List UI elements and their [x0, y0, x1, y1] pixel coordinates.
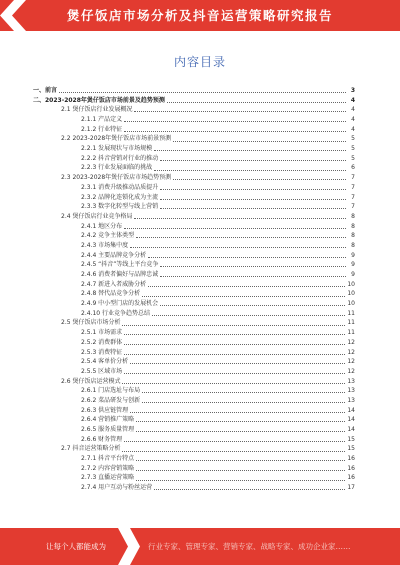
- toc-entry[interactable]: [33, 183, 355, 193]
- toc-entry[interactable]: [33, 289, 355, 299]
- toc-page-number: 13: [347, 377, 355, 385]
- toc-entry-label: 2.2.1 发展现状与市场规模: [81, 145, 153, 153]
- toc-entry-label: 2.6.2 菜品研发与创新: [81, 396, 141, 404]
- toc-entry-label: 2.4.7 新进入者威胁分析: [81, 280, 147, 288]
- toc-page-number: 5: [351, 154, 355, 162]
- toc-entry-label: 2.4 煲仔饭店行业竞争格局: [61, 212, 133, 220]
- toc-entry[interactable]: [33, 386, 355, 396]
- toc-entry[interactable]: [33, 193, 355, 203]
- toc-entry[interactable]: [33, 134, 355, 144]
- toc-page-number: 6: [351, 164, 355, 172]
- toc-dot-leader: [154, 170, 346, 171]
- toc-entry-label: 2.4.1 地区分布: [81, 222, 123, 230]
- toc-dot-leader: [152, 315, 345, 316]
- toc-dot-leader: [124, 334, 345, 335]
- toc-entry-label: 2.4.2 竞争主体类型: [81, 232, 135, 240]
- toc-entry-label: 2.6.4 营销推广策略: [81, 416, 135, 424]
- toc-page-number: 11: [347, 319, 355, 327]
- toc-dot-leader: [136, 431, 345, 432]
- toc-page-number: 16: [347, 455, 355, 463]
- toc-entry-label: 2.4.10 行业竞争趋势总结: [81, 309, 150, 317]
- toc-page-number: 10: [347, 290, 355, 298]
- toc-dot-leader: [122, 325, 345, 326]
- toc-dot-leader: [154, 150, 346, 151]
- toc-dot-leader: [160, 160, 346, 161]
- toc-page-number: 8: [351, 232, 355, 240]
- toc-dot-leader: [124, 228, 346, 229]
- toc-page-number: 3: [350, 86, 355, 94]
- toc-entry-label: 2.4.4 主要品牌竞争分析: [81, 251, 147, 259]
- report-title: 煲仔饭店市场分析及抖音运营策略研究报告: [66, 8, 333, 23]
- toc-entry-label: 2.5.5 区域市场: [81, 367, 123, 375]
- toc-dot-leader: [122, 451, 345, 452]
- toc-dot-leader: [148, 286, 345, 287]
- toc-entry-label: 2.1.1 产品定义: [81, 116, 123, 124]
- toc-page-number: 8: [351, 241, 355, 249]
- toc-entry[interactable]: [33, 251, 355, 261]
- toc-entry-label: 2.2.3 行业发展面临的挑战: [81, 164, 153, 172]
- toc-page-number: 7: [351, 193, 355, 201]
- toc-dot-leader: [124, 344, 345, 345]
- toc-page-number: 7: [351, 183, 355, 191]
- toc-entry[interactable]: [33, 86, 355, 96]
- toc-entry[interactable]: [33, 328, 355, 338]
- toc-dot-leader: [154, 489, 345, 490]
- toc-entry[interactable]: [33, 348, 355, 358]
- toc-page-number: 15: [347, 435, 355, 443]
- toc-page-number: 13: [347, 396, 355, 404]
- toc-dot-leader: [160, 199, 346, 200]
- toc-dot-leader: [136, 421, 345, 422]
- toc-dot-leader: [130, 247, 346, 248]
- toc-entry[interactable]: [33, 406, 355, 416]
- toc-dot-leader: [160, 305, 345, 306]
- toc-entry-label: 2.4.6 消费者偏好与品牌忠诚: [81, 271, 159, 279]
- toc-entry-label: 2.5.3 消费特征: [81, 348, 123, 356]
- toc-entry[interactable]: [33, 309, 355, 319]
- toc-entry-label: 2.6.1 门店选址与布局: [81, 387, 141, 395]
- toc-dot-leader: [136, 480, 345, 481]
- toc-entry-label: 2.6 煲仔饭店运营模式: [61, 377, 121, 385]
- toc-page-number: 11: [347, 309, 355, 317]
- toc-entry[interactable]: [33, 115, 355, 125]
- report-footer-banner: [0, 528, 400, 565]
- toc-entry[interactable]: [33, 396, 355, 406]
- toc-entry[interactable]: [33, 338, 355, 348]
- toc-entry[interactable]: [33, 319, 355, 329]
- toc-entry-label: 2.5.1 市场需求: [81, 329, 123, 337]
- toc-heading: 内容目录: [173, 55, 226, 69]
- toc-entry-label: 2.7.3 直播运营策略: [81, 474, 135, 482]
- toc-page-number: 13: [347, 387, 355, 395]
- toc-dot-leader: [124, 441, 345, 442]
- toc-dot-leader: [130, 412, 345, 413]
- toc-entry[interactable]: [33, 105, 355, 115]
- toc-entry-label: 2.4.3 市场集中度: [81, 241, 129, 249]
- toc-dot-leader: [130, 363, 345, 364]
- toc-entry[interactable]: [33, 202, 355, 212]
- toc-entry-label: 2.1.2 行业特征: [81, 125, 123, 133]
- toc-entry[interactable]: [33, 280, 355, 290]
- toc-entry-label: 2.3.2 品牌化连锁化成为主流: [81, 193, 159, 201]
- toc-dot-leader: [136, 237, 346, 238]
- toc-page-number: 4: [351, 116, 355, 124]
- toc-entry-label: 2.1 煲仔饭店行业发展概况: [61, 106, 133, 114]
- toc-page-number: 9: [351, 261, 355, 269]
- toc-entry[interactable]: [33, 222, 355, 232]
- toc-entry[interactable]: [33, 425, 355, 435]
- toc-page-number: 4: [351, 106, 355, 114]
- toc-dot-leader: [124, 121, 346, 122]
- toc-entry-label: 2.7.2 内容营销策略: [81, 464, 135, 472]
- toc-dot-leader: [136, 470, 345, 471]
- toc-page-number: 14: [347, 426, 355, 434]
- toc-entry[interactable]: [33, 241, 355, 251]
- toc-dot-leader: [124, 354, 345, 355]
- toc-dot-leader: [142, 402, 345, 403]
- toc-dot-leader: [167, 102, 346, 103]
- toc-page-number: 9: [351, 251, 355, 259]
- toc-entry[interactable]: [33, 96, 355, 106]
- toc-entry[interactable]: [33, 415, 355, 425]
- toc-dot-leader: [122, 383, 345, 384]
- toc-entry-label: 2.7.1 抖音平台特点: [81, 455, 135, 463]
- toc-page-number: 8: [351, 222, 355, 230]
- toc-dot-leader: [59, 92, 346, 93]
- toc-page-number: 10: [347, 280, 355, 288]
- toc-entry-label: 一、前言: [33, 86, 58, 94]
- toc-entry[interactable]: [33, 357, 355, 367]
- toc-entry[interactable]: [33, 299, 355, 309]
- toc-entry[interactable]: [33, 444, 355, 454]
- toc-entry-label: 2.3.3 数字化转型与线上营销: [81, 203, 159, 211]
- table-of-contents: [33, 86, 355, 493]
- toc-dot-leader: [160, 208, 346, 209]
- toc-page-number: 9: [351, 271, 355, 279]
- footer-slogan: 让每个人都能成为: [46, 542, 106, 551]
- footer-roles: 行业专家、管理专家、营销专家、战略专家、成功企业家……: [148, 542, 351, 551]
- toc-entry[interactable]: [33, 474, 355, 484]
- toc-page-number: 10: [347, 300, 355, 308]
- toc-page-number: 7: [351, 203, 355, 211]
- toc-entry[interactable]: [33, 173, 355, 183]
- toc-entry-label: 2.7 抖音运营策略分析: [61, 445, 121, 453]
- toc-entry[interactable]: [33, 154, 355, 164]
- toc-entry-label: 2.4.9 中小型门店的发展机会: [81, 300, 159, 308]
- toc-page-number: 14: [347, 406, 355, 414]
- toc-entry-label: 2.5.4 客单价分析: [81, 358, 129, 366]
- toc-entry-label: 2.2.2 抖音营销对行业的推动: [81, 154, 159, 162]
- toc-entry[interactable]: [33, 367, 355, 377]
- toc-entry-label: 二、2023-2028年煲仔饭店市场前景及趋势预测: [33, 96, 165, 104]
- toc-entry[interactable]: [33, 144, 355, 154]
- toc-dot-leader: [160, 276, 346, 277]
- toc-page-number: 14: [347, 416, 355, 424]
- toc-page-number: 12: [347, 367, 355, 375]
- toc-entry-label: 2.6.3 供应链管理: [81, 406, 129, 414]
- toc-entry-label: 2.3 2023-2028年煲仔饭店市场趋势预测: [61, 174, 172, 182]
- toc-dot-leader: [134, 111, 346, 112]
- toc-page-number: 15: [347, 445, 355, 453]
- toc-entry-label: 2.4.5 “抖音”等线上平台竞争: [81, 261, 159, 269]
- toc-entry-label: 2.5 煲仔饭店市场分析: [61, 319, 121, 327]
- toc-entry[interactable]: [33, 212, 355, 222]
- toc-page-number: 16: [347, 464, 355, 472]
- toc-entry-label: 2.4.8 替代品竞争分析: [81, 290, 141, 298]
- toc-entry-label: 2.6.6 财务管理: [81, 435, 123, 443]
- toc-page-number: 7: [351, 174, 355, 182]
- toc-entry-label: 2.5.2 消费群体: [81, 338, 123, 346]
- toc-entry-label: 2.3.1 消费升级推动品质提升: [81, 183, 159, 191]
- toc-dot-leader: [124, 373, 345, 374]
- report-header-banner: [0, 0, 400, 31]
- toc-entry-label: 2.2 2023-2028年煲仔饭店市场前景预测: [61, 135, 172, 143]
- toc-dot-leader: [173, 179, 346, 180]
- toc-entry[interactable]: [33, 164, 355, 174]
- toc-page-number: 4: [350, 96, 355, 104]
- toc-page-number: 8: [351, 212, 355, 220]
- toc-page-number: 11: [347, 329, 355, 337]
- toc-entry[interactable]: [33, 260, 355, 270]
- toc-dot-leader: [160, 266, 346, 267]
- toc-page-number: 12: [347, 358, 355, 366]
- toc-entry[interactable]: [33, 270, 355, 280]
- toc-page-number: 12: [347, 348, 355, 356]
- toc-dot-leader: [173, 141, 346, 142]
- toc-entry-label: 2.7.4 用户互动与粉丝运营: [81, 484, 153, 492]
- toc-entry[interactable]: [33, 464, 355, 474]
- toc-page-number: 17: [347, 484, 355, 492]
- toc-dot-leader: [160, 189, 346, 190]
- toc-entry-label: 2.6.5 服务质量管理: [81, 426, 135, 434]
- toc-dot-leader: [124, 131, 346, 132]
- toc-entry[interactable]: [33, 231, 355, 241]
- toc-entry[interactable]: [33, 435, 355, 445]
- toc-entry[interactable]: [33, 377, 355, 387]
- toc-page-number: 4: [351, 125, 355, 133]
- toc-entry[interactable]: [33, 454, 355, 464]
- toc-dot-leader: [148, 257, 346, 258]
- toc-page-number: 12: [347, 338, 355, 346]
- toc-page-number: 16: [347, 474, 355, 482]
- toc-entry[interactable]: [33, 483, 355, 493]
- toc-page-number: 5: [351, 135, 355, 143]
- toc-dot-leader: [136, 460, 345, 461]
- toc-entry[interactable]: [33, 125, 355, 135]
- toc-dot-leader: [142, 296, 345, 297]
- toc-page-number: 5: [351, 145, 355, 153]
- toc-dot-leader: [134, 218, 346, 219]
- toc-dot-leader: [142, 392, 345, 393]
